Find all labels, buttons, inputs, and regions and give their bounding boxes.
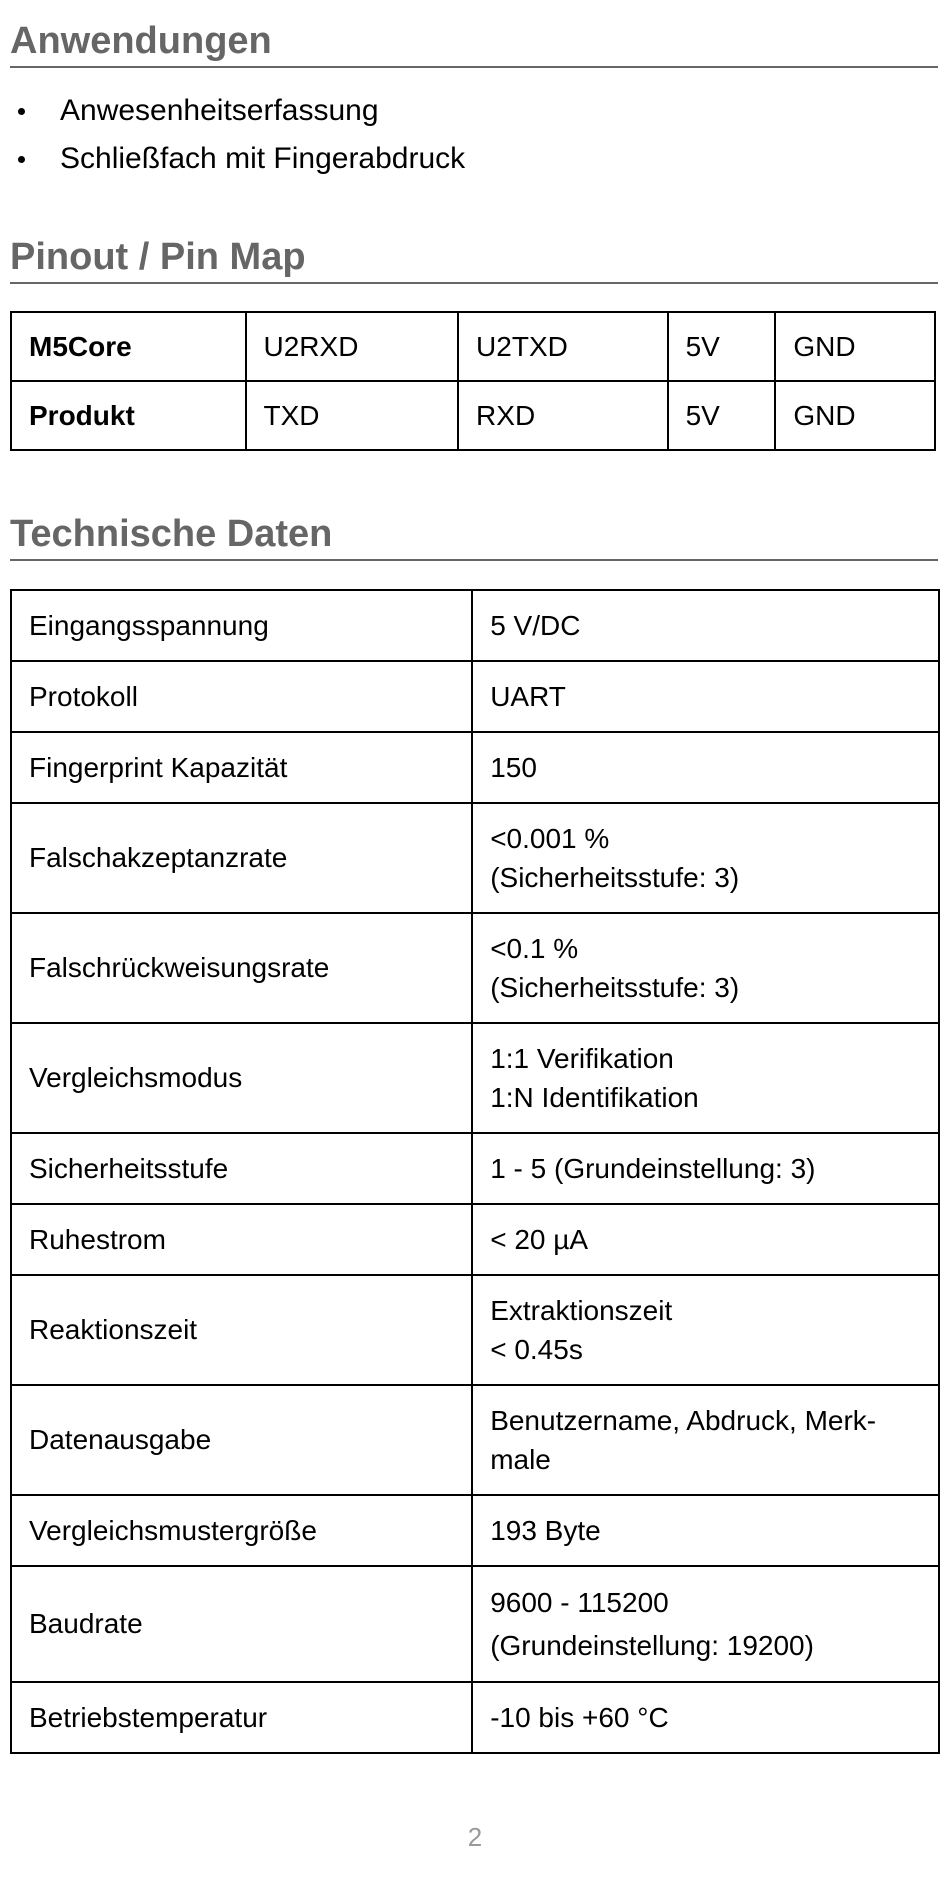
pinout-cell: RXD (458, 381, 668, 450)
spec-label: Ruhestrom (11, 1204, 472, 1275)
table-row (11, 1133, 939, 1204)
spec-label: Reaktionszeit (11, 1275, 472, 1385)
spec-value-line: (Sicherheitsstufe: 3) (490, 862, 740, 893)
list-item (10, 136, 930, 184)
spec-value-line: 9600 - 115200 (490, 1586, 669, 1618)
spec-value-line: male (490, 1444, 551, 1475)
pinout-cell: U2RXD (246, 312, 459, 381)
heading-applications: Anwendungen (10, 22, 938, 68)
table-row (11, 1385, 939, 1495)
heading-pinout: Pinout / Pin Map (10, 238, 938, 284)
spec-value (472, 1204, 939, 1275)
pinout-row-label: M5Core (11, 312, 246, 381)
list-item (10, 88, 930, 136)
table-row (11, 1566, 939, 1682)
pinout-row-label: Produkt (11, 381, 246, 450)
pinout-table (10, 311, 936, 451)
spec-label: Betriebstemperatur (11, 1682, 472, 1753)
table-row (11, 590, 939, 661)
specs-table (10, 589, 940, 1754)
spec-value (472, 590, 939, 661)
spec-label: Falschrückweisungsrate (11, 913, 472, 1023)
spec-value-line: 150 (490, 751, 537, 783)
spec-value-line: < 20 µA (490, 1223, 589, 1255)
spec-value (472, 1275, 939, 1385)
pinout-cell: GND (775, 312, 935, 381)
applications-list (10, 88, 930, 184)
spec-value-line: 1 - 5 (Grundeinstellung: 3) (490, 1152, 816, 1184)
spec-label: Falschakzeptanzrate (11, 803, 472, 913)
spec-label: Protokoll (11, 661, 472, 732)
heading-specs: Technische Daten (10, 515, 938, 561)
spec-value-line: 1:1 Verifikation (490, 1042, 674, 1074)
spec-label: Eingangsspannung (11, 590, 472, 661)
pinout-cell: U2TXD (458, 312, 668, 381)
spec-value-line: <0.001 % (490, 822, 610, 854)
spec-value-line: (Grundeinstellung: 19200) (490, 1630, 814, 1661)
spec-value-line: <0.1 % (490, 932, 579, 964)
table-row (11, 1275, 939, 1385)
spec-value (472, 661, 939, 732)
pinout-cell: 5V (668, 381, 776, 450)
pinout-cell: GND (775, 381, 935, 450)
spec-label: Vergleichsmodus (11, 1023, 472, 1133)
spec-label: Sicherheitsstufe (11, 1133, 472, 1204)
spec-value-line: Benutzername, Abdruck, Merk- (490, 1404, 877, 1436)
spec-value (472, 1566, 939, 1682)
table-row (11, 1495, 939, 1566)
spec-value-line: -10 bis +60 °C (490, 1701, 669, 1733)
table-row (11, 312, 935, 381)
spec-label: Fingerprint Kapazität (11, 732, 472, 803)
table-row (11, 913, 939, 1023)
spec-value-line: UART (490, 680, 566, 712)
table-row (11, 661, 939, 732)
spec-value (472, 913, 939, 1023)
spec-value (472, 1133, 939, 1204)
spec-label: Vergleichsmustergröße (11, 1495, 472, 1566)
spec-value (472, 803, 939, 913)
spec-value (472, 1495, 939, 1566)
table-row (11, 1023, 939, 1133)
bullet-icon (18, 156, 25, 163)
pinout-cell: TXD (246, 381, 459, 450)
spec-value-line: 5 V/DC (490, 609, 581, 641)
table-row (11, 1204, 939, 1275)
spec-value-line: Extraktionszeit (490, 1294, 673, 1326)
spec-value (472, 1682, 939, 1753)
spec-value-line: (Sicherheitsstufe: 3) (490, 972, 740, 1003)
list-item-text: Schließfach mit Fingerabdruck (60, 142, 466, 175)
table-row (11, 1682, 939, 1753)
page-number: 2 (467, 1822, 483, 1852)
spec-label: Baudrate (11, 1566, 472, 1682)
spec-value (472, 1023, 939, 1133)
spec-value (472, 1385, 939, 1495)
pinout-cell: 5V (668, 312, 776, 381)
table-row (11, 803, 939, 913)
table-row (11, 381, 935, 450)
spec-value-line: 193 Byte (490, 1514, 601, 1546)
spec-value-line: < 0.45s (490, 1334, 583, 1365)
list-item-text: Anwesenheitserfassung (60, 94, 379, 127)
spec-label: Datenausgabe (11, 1385, 472, 1495)
spec-value (472, 732, 939, 803)
bullet-icon (18, 108, 25, 115)
table-row (11, 732, 939, 803)
spec-value-line: 1:N Identifikation (490, 1082, 699, 1113)
